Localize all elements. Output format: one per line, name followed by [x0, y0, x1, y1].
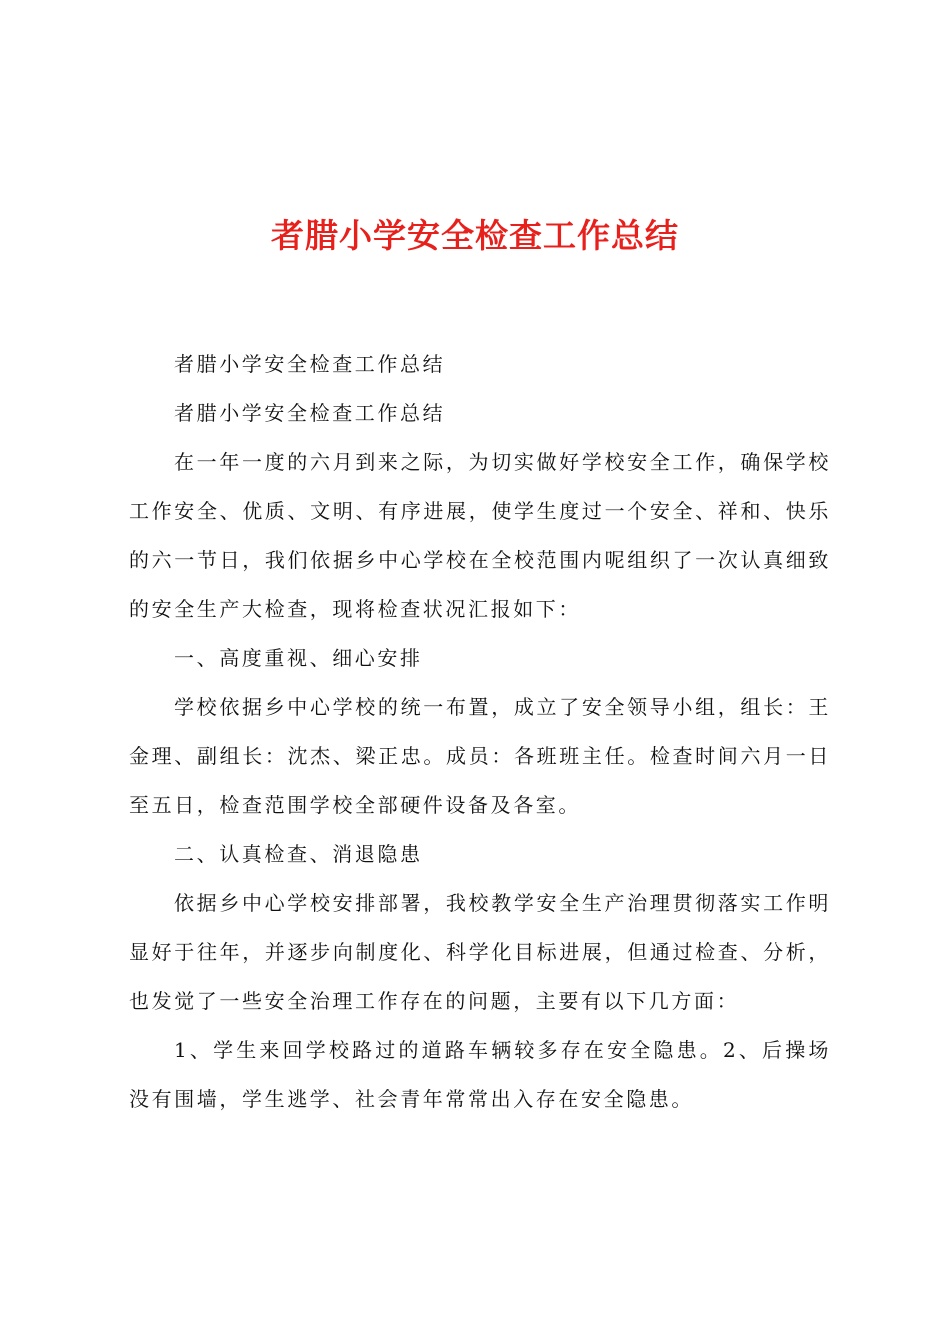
paragraph-intro: 在一年一度的六月到来之际，为切实做好学校安全工作，确保学校工作安全、优质、文明、有序进展，使学生度过一个安全、祥和、快乐的六一节日，我们依据乡中心学校在全校范围内呢组织了一次认真细致的安全生产大检查，现将检查状况汇报如下： [129, 450, 831, 621]
section-heading-2: 二、认真检查、消退隐患 [174, 842, 423, 866]
section-heading-1: 一、高度重视、细心安排 [174, 646, 423, 670]
paragraph-subtitle-1: 者腊小学安全检查工作总结 [174, 352, 446, 376]
paragraph-hazards: 1、学生来回学校路过的道路车辆较多存在安全隐患。2、后操场没有围墙，学生逃学、社会青年常常出入存在安全隐患。 [129, 1038, 831, 1111]
paragraph-findings: 依据乡中心学校安排部署，我校教学安全生产治理贯彻落实工作明显好于往年，并逐步向制度化、科学化目标进展，但通过检查、分析，也发觉了一些安全治理工作存在的问题，主要有以下几方面： [129, 891, 831, 1013]
paragraph-subtitle-2: 者腊小学安全检查工作总结 [174, 401, 446, 425]
document-body [129, 340, 831, 1124]
paragraph-organization: 学校依据乡中心学校的统一布置，成立了安全领导小组，组长：王金理、副组长：沈杰、梁正忠。成员：各班班主任。检查时间六月一日至五日，检查范围学校全部硬件设备及各室。 [129, 695, 831, 817]
document-title: 者腊小学安全检查工作总结 [271, 216, 679, 255]
